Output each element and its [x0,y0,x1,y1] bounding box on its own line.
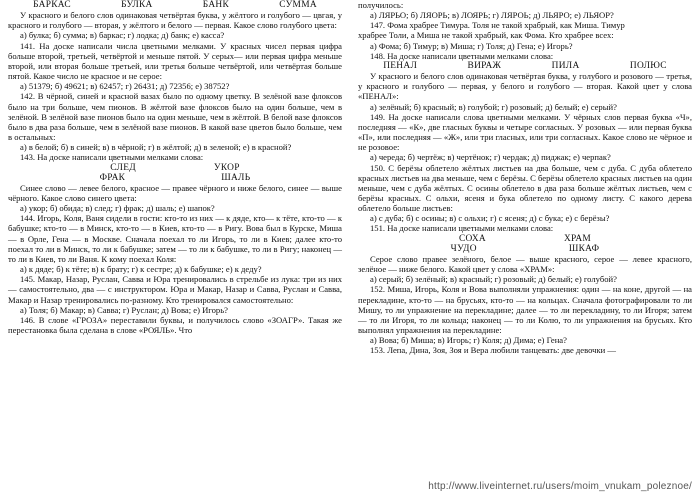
word: БУЛКА [121,0,153,10]
right-page [358,0,692,495]
problem-151-text: 151. На доске написали цветными мелками слова: [370,223,554,234]
problem-141-answers: а) 51379; б) 49621; в) 62457; г) 26431; д) 72356; е) 38752? [20,81,230,92]
problem-149-answers: а) череда; б) чертёж; в) чертёнок; г) чердак; д) пиджак; е) черпак? [370,152,611,163]
problem-140-text: У красного и белого слов одинаковая четвёртая буква, у жёлтого и голубого — цвгая, у красного и голубого — вторая, у жёлтого и белого — первая. Какое слово голубого цвета: [8,10,342,31]
source-watermark: http://www.liveinternet.ru/users/moim_vnukam_poleznoe/ [428,481,692,492]
problem-143-answers: а) укор; б) обида; в) след; г) фрак; д) шаль; е) шапок? [20,203,215,214]
problem-142-answers: а) в белой; б) в синей; в) в чёрной; г) в жёлтой; д) в зеленой; е) в красной? [20,142,292,153]
word: ВИРАЖ [467,60,502,71]
problem-146-text: 146. В слове «ГРОЗА» переставили буквы, и получилось слово «ЗОАГР». Такая же перестановка была сделана в слове «РОЯЛЬ». Что [8,314,342,335]
word-list-3 [8,173,342,183]
problem-146-answers: а) ЛЯРЬО; б) ЛЯОРЬ; в) ЛОЯРЬ; г) ЛЯРОЬ; д) ЛЬЯРО; е) ЛЬЯОР? [370,10,614,21]
word: СОХА [458,233,486,244]
word: ФРАК [99,172,126,183]
problem-148-text: 148. На доске написали цветными мелками слова: [370,50,554,61]
problem-148-answers: а) зелёный; б) красный; в) голубой; г) розовый; д) белый; е) серый? [370,101,617,112]
problem-149-text: 149. На доске написали слова цветными мелками. У чёрных слов первая буква «Ч», последняя — «К», две гласных буквы и четыре согласных. У розовых — или первая буква «П», или последняя — «Ж», или три гласных, или три согласных. Какое слово не чёрное и не розовое: [358,111,692,153]
word: СЛЕД [110,162,136,173]
word: ЧУДО [450,243,477,254]
word: ПЕНАЛ [383,60,418,71]
word-list-5 [358,234,692,244]
word-list-2 [8,163,342,173]
problem-143-conditions: Синее слово — левее белого, красное — правее чёрного и ниже белого, синее — выше чёрного. Какое слово синего цвета: [8,182,342,203]
word: ПОЛЮС [629,60,667,71]
word: СУММА [279,0,317,10]
word-list-6 [358,244,692,254]
problem-152-text: 152. Миша, Игорь, Коля и Вова выполняли упражнения: один — на коне, другой — на перекладине, кто-то — на брусьях, кто-то — на кольцах. Сначала фотографировали то ли Мишу, то ли упражнение на перекладине; далее — то ли перекладину, то ли Игоря; затем — то ли Игоря, то ли кольца; наконец — то ли Колю, то ли упражнения на брусьях. Кто выполнял упражнения на перекладине: [358,284,692,335]
problem-144-text: 144. Игорь, Коля, Ваня сидели в гости: кто-то из них — к дяде, кто— к тёте, кто-то — к бабушке; кто-то — в Минск, кто-то — в Киев, кто-то — в Ригу. Вова был в Курске, Миша — в Орле, Гена — в Москве. Сначала поехал то ли Игорь, то ли в Киев; далее кто-то поехал то ли в Минск, то ли к бабушке; затем — то ли к бабушке, то ли в Ригу; наконец — то ли в Киев, то ли Ваня. К кому поехал Коля: [8,213,342,264]
problem-141-text: 141. На доске написали числа цветными мелками. У красных чисел первая цифра больше второй, третьей, четвёртой и меньше пятой. У серых— или первая цифра меньше второй, или вторая больше третьей, или третья больше четвёртой, или четвёртая больше пятой. Какое число не красное и не серое: [8,40,342,82]
problem-151-conditions: Серое слово правее зелёного, белое — выше красного, серое — левее красного, зелёное — ниже белого. Какой цвет у слова «ХРАМ»: [358,253,692,275]
word: УКОР [213,162,240,173]
problem-142-text: 142. В чёрной, синей и красной вазах было по одному цветку. В зелёной вазе флоксов было на три больше, чем пионов. В жёлтой вазе флоксов было на один больше, чем в зелёной. В зелёной вазе пионов было на один меньше, чем в жёлтой. В белой вазе флоксов было в два раза больше, чем в зелёной вазе пионов. В какой вазе цветов было больше, чем в остальных: [8,91,342,143]
word: ХРАМ [563,233,592,244]
problem-145-answers: а) Толя; б) Макар; в) Савва; г) Руслан; д) Вова; е) Игорь? [20,304,228,315]
problem-145-text: 145. Макар, Назар, Руслан, Савва и Юра тренировались в стрельбе из лука: три из них — самостоятельно, два — с инструктором. Юра и Макар, Назар и Савва, Руслан и Савва, Макар и Назар тренировались по-разному. Кто тренировался самостоятельно: [8,274,342,305]
problem-150-text: 150. С берёзы облетело жёлтых листьев на два больше, чем с дуба. С дуба облетело красных листьев на два меньше, чем с берёзы. С берёзы облетело красных листьев на один меньше, чем с дуба жёлтых. С осины облетело в два раза больше жёлтых листьев, чем с берёзы красных. С ольхи, ясеня и бука облетело по одному листу. С какого дерева облетело больше листьев: [358,162,692,214]
problem-150-answers: а) с дуба; б) с осины; в) с ольхи; г) с ясеня; д) с бука; е) с берёзы? [370,213,610,224]
problem-151-answers: а) серый; б) зелёный; в) красный; г) розовый; д) белый; е) голубой? [370,274,617,285]
word: ШКАФ [568,243,600,254]
problem-143-text: 143. На доске написали цветными мелками слова: [20,152,204,163]
problem-140-answers: а) булка; б) сумма; в) баркас; г) лодка; д) банк; е) касса? [20,30,225,41]
problem-153-text: 153. Лепа, Дина, Зоя, Зоя и Вера любили танцевать: две девочки — [370,345,617,356]
word: ПИЛА [551,60,580,71]
word-list-4 [358,61,692,71]
problem-148-conditions: У красного и белого слов одинаковая четвёртая буква, у голубого и розового — третья, у красного и голубого — первая, у белого и голубого — вторая. Какой цвет у слова «ПЕНАЛ»: [358,71,692,102]
left-page [8,0,342,495]
problem-144-answers: а) к дяде; б) к тёте; в) к брату; г) к сестре; д) к бабушке; е) к деду? [20,264,262,275]
word-list-1 [8,0,342,10]
word: ШАЛЬ [221,172,251,183]
problem-152-answers: а) Вова; б) Миша; в) Игорь; г) Коля; д) Дима; е) Гена? [370,335,567,346]
problem-146-continuation: получилось: [358,0,404,10]
word: БАНК [202,0,230,10]
word: БАРКАС [33,0,71,10]
problem-147-text: 147. Фома храбрее Тимура. Толя не такой храбрый, как Миша. Тимур [370,20,625,31]
problem-147-answers: а) Фома; б) Тимур; в) Миша; г) Толя; д) Гена; е) Игорь? [370,40,573,51]
problem-147-text-cont: храбрее Толи, а Миша не такой храбрый, как Фома. Кто храбрее всех: [358,30,614,41]
